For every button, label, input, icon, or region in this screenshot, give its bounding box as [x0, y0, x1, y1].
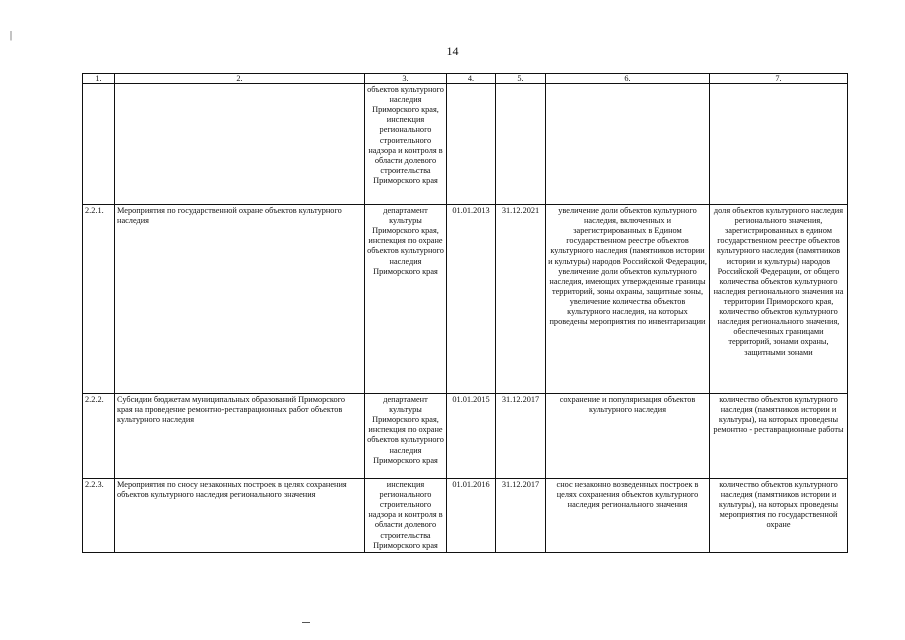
executor-cell: департамент культуры Приморского края, инспекция по охране объектов культурного наследия Приморского края: [365, 394, 447, 479]
expected-result: снос незаконно возведенных построек в целях сохранения объектов культурного наследия регионального значения: [546, 479, 710, 553]
row-number: [83, 84, 115, 205]
indicator-cell: количество объектов культурного наследия (памятников истории и культуры), на которых проведены мероприятия по государственной охране: [710, 479, 848, 553]
indicator-cell: количество объектов культурного наследия (памятников истории и культуры), на которых проведены ремонтно - реставрационные работы: [710, 394, 848, 479]
scan-artifact-mark: [302, 622, 310, 623]
start-date: 01.01.2016: [447, 479, 496, 553]
start-date: [447, 84, 496, 205]
column-header-4: 4.: [447, 74, 496, 84]
table-row-2-2-2: [83, 394, 848, 479]
column-header-6: 6.: [546, 74, 710, 84]
measure-name: [115, 84, 365, 205]
measure-name: Мероприятия по сносу незаконных построек в целях сохранения объектов культурного наследия регионального значения: [115, 479, 365, 553]
program-measures-table: [82, 73, 848, 553]
row-number: 2.2.2.: [83, 394, 115, 479]
indicator-cell: [710, 84, 848, 205]
executor-cell: департамент культуры Приморского края, инспекция по охране объектов культурного наследия Приморского края: [365, 205, 447, 394]
column-header-2: 2.: [115, 74, 365, 84]
margin-mark: |: [10, 30, 13, 41]
column-header-3: 3.: [365, 74, 447, 84]
measure-name: Мероприятия по государственной охране объектов культурного наследия: [115, 205, 365, 394]
end-date: 31.12.2017: [496, 479, 546, 553]
end-date: 31.12.2021: [496, 205, 546, 394]
end-date: [496, 84, 546, 205]
measure-name: Субсидии бюджетам муниципальных образований Приморского края на проведение ремонтно-реставрационных работ объектов культурного наследия: [115, 394, 365, 479]
table-row-continuation: [83, 84, 848, 205]
start-date: 01.01.2013: [447, 205, 496, 394]
executor-cell: объектов культурного наследия Приморского края, инспекция регионального строительного надзора и контроля в области долевого строительства Приморского края: [365, 84, 447, 205]
expected-result: увеличение доли объектов культурного наследия, включенных и зарегистрированных в Едином государственном реестре объектов культурного наследия (памятников истории и культуры) народов Российской Федерации, увеличение доли объектов культурного наследия, имеющих утвержденные границы территорий, зоны охраны, защитные зоны, увеличение количества объектов культурного наследия, на которых проведены мероприятия по инвентаризации: [546, 205, 710, 394]
indicator-cell: доля объектов культурного наследия регионального значения, зарегистрированных в едином государственном реестре объектов культурного наследия (памятников истории и культуры) народов Российской Федерации, от общего количества объектов культурного наследия регионального значения на территории Приморского края, количество объектов культурного наследия регионального значения, обеспеченных границами территорий, зонами охраны, защитными зонами: [710, 205, 848, 394]
start-date: 01.01.2015: [447, 394, 496, 479]
table-header-row: [83, 74, 848, 84]
page-number: 14: [446, 44, 459, 58]
column-header-1: 1.: [83, 74, 115, 84]
table-row-2-2-3: [83, 479, 848, 553]
row-number: 2.2.3.: [83, 479, 115, 553]
end-date: 31.12.2017: [496, 394, 546, 479]
expected-result: сохранение и популяризация объектов культурного наследия: [546, 394, 710, 479]
table-row-2-2-1: [83, 205, 848, 394]
expected-result: [546, 84, 710, 205]
executor-cell: инспекция регионального строительного надзора и контроля в области долевого строительства Приморского края: [365, 479, 447, 553]
column-header-7: 7.: [710, 74, 848, 84]
row-number: 2.2.1.: [83, 205, 115, 394]
column-header-5: 5.: [496, 74, 546, 84]
